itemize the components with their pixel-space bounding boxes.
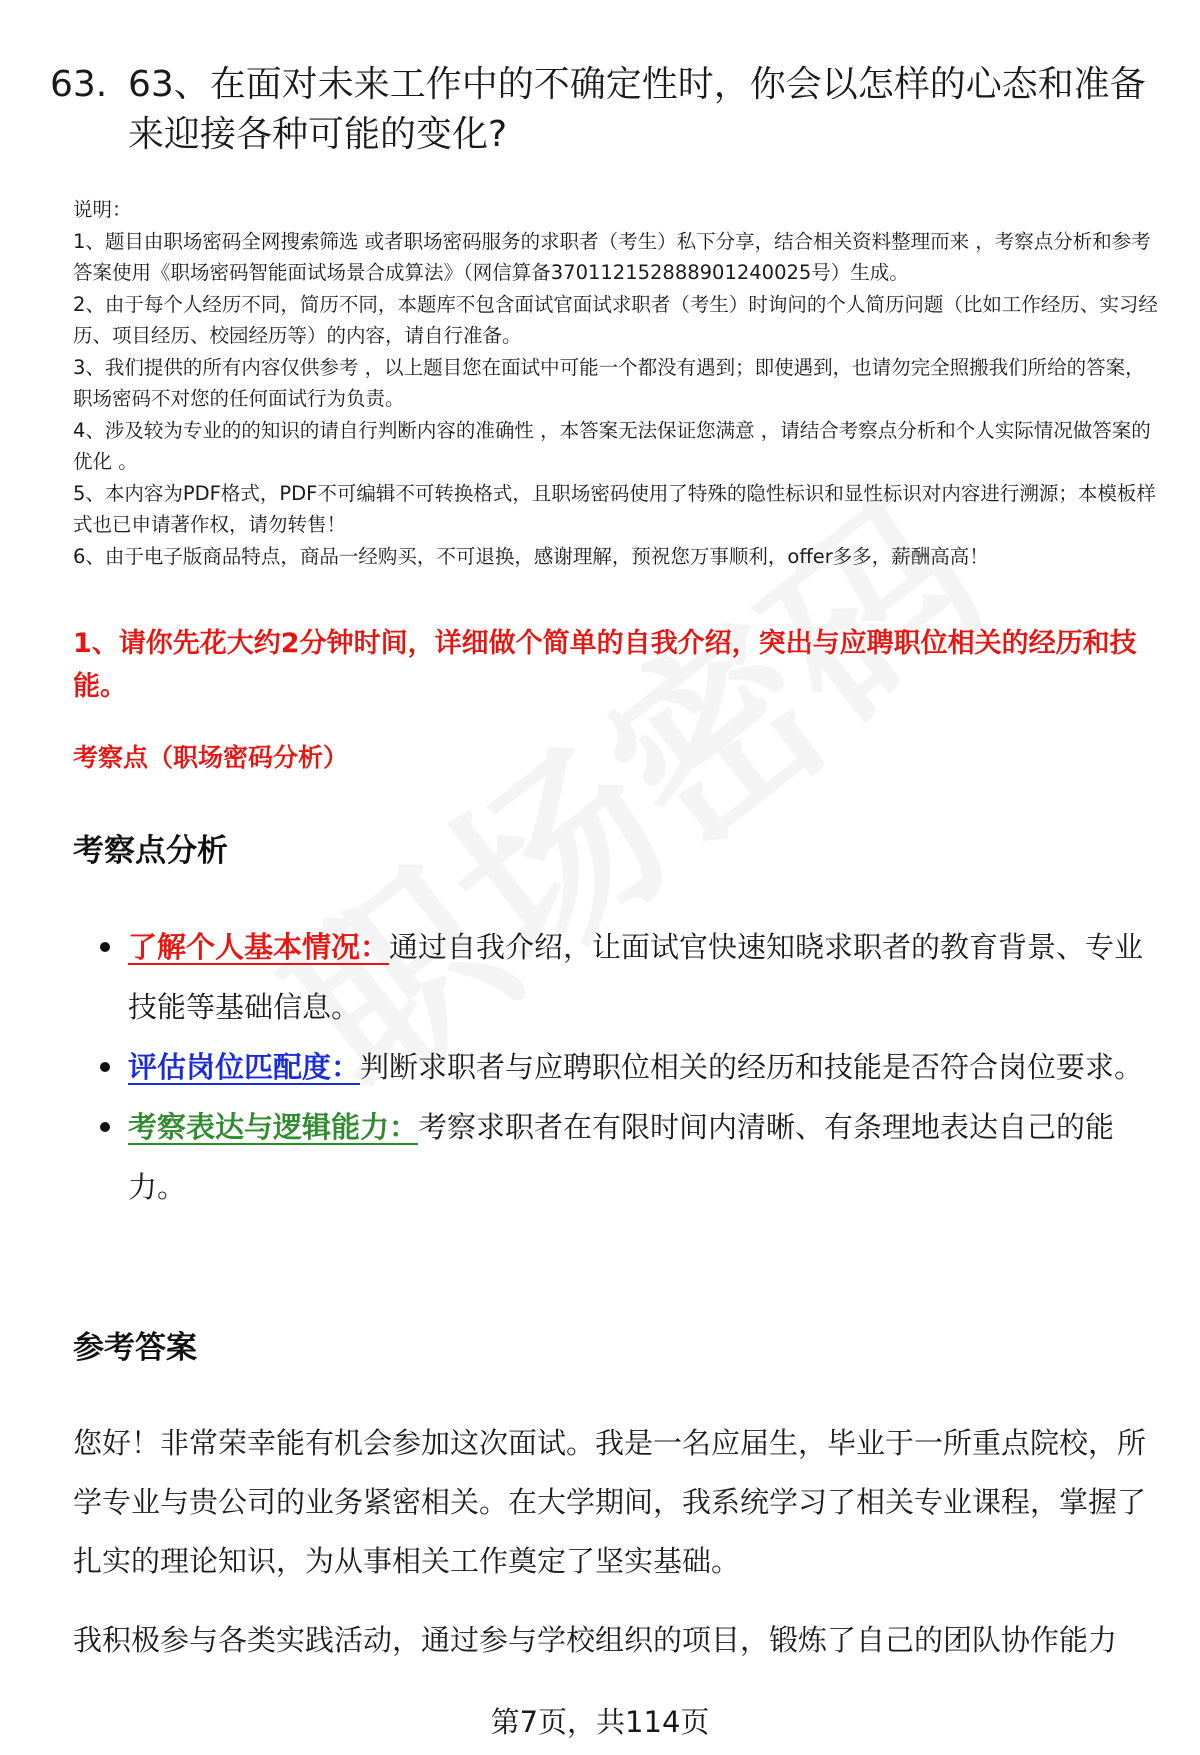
analysis-key: 了解个人基本情况： (128, 930, 390, 964)
analysis-list (100, 917, 1160, 1217)
analysis-label: 考察点（职场密码分析） (73, 743, 349, 772)
notes-item: 5、本内容为PDF格式，PDF不可编辑不可转换格式，且职场密码使用了特殊的隐性标识和显性标识对内容进行溯源；本模板样式也已申请著作权，请勿转售！ (73, 481, 1156, 536)
notes-item: 3、我们提供的所有内容仅供参考 ，以上题目您在面试中可能一个都没有遇到；即使遇到，也请勿完全照搬我们所给的答案，职场密码不对您的任何面试行为负责。 (73, 355, 1145, 410)
reference-heading: 参考答案 (73, 1330, 197, 1366)
analysis-text: 通过自我介绍，让面试官快速知晓求职者的教育背景、专业技能等基础信息。 (128, 930, 1144, 1024)
notes-heading: 说明： (73, 198, 132, 221)
answer-paragraph: 您好！非常荣幸能有机会参加这次面试。我是一名应届生，毕业于一所重点院校，所学专业与贵公司的业务紧密相关。在大学期间，我系统学习了相关专业课程，掌握了扎实的理论知识，为从事相关工作奠定了坚实基础。 (73, 1426, 1147, 1578)
analysis-heading: 考察点分析 (73, 833, 228, 869)
sub-question: 1、请你先花大约2分钟时间，详细做个简单的自我介绍，突出与应聘职位相关的经历和技能。 (73, 628, 1137, 702)
notes-item: 6、由于电子版商品特点，商品一经购买，不可退换，感谢理解，预祝您万事顺利，offer多多，薪酬高高！ (73, 544, 989, 568)
question-text: 63、在面对未来工作中的不确定性时，你会以怎样的心态和准备来迎接各种可能的变化? (128, 64, 1146, 155)
notes-item: 1、题目由职场密码全网搜索筛选 或者职场密码服务的求职者（考生）私下分享，结合相关资料整理而来 ，考察点分析和参考答案使用《职场密码智能面试场景合成算法》（网信算备370112152888901240025号）生成。 (73, 229, 1151, 284)
analysis-key: 考察表达与逻辑能力： (128, 1110, 419, 1144)
bullet-icon (100, 1122, 110, 1132)
question-number: 63. (50, 64, 108, 105)
notes-item: 2、由于每个人经历不同，简历不同，本题库不包含面试官面试求职者（考生）时询问的个人简历问题（比如工作经历、实习经历、项目经历、校园经历等）的内容，请自行准备。 (73, 292, 1158, 347)
analysis-text: 判断求职者与应聘职位相关的经历和技能是否符合岗位要求。 (360, 1050, 1144, 1084)
analysis-item (100, 1037, 1160, 1097)
analysis-text: 考察求职者在有限时间内清晰、有条理地表达自己的能力。 (128, 1110, 1115, 1204)
analysis-item (100, 1097, 1160, 1217)
notes-item: 4、涉及较为专业的的知识的请自行判断内容的准确性 ，本答案无法保证您满意 ，请结合考察点分析和个人实际情况做答案的优化 。 (73, 418, 1151, 473)
page-footer: 第7页，共114页 (490, 1705, 710, 1739)
answer-paragraph: 我积极参与各类实践活动，通过参与学校组织的项目，锻炼了自己的团队协作能力 (73, 1623, 1118, 1657)
notes-block (73, 194, 1163, 572)
question-title (50, 60, 1160, 160)
analysis-key: 评估岗位匹配度： (128, 1050, 361, 1084)
analysis-item (100, 917, 1160, 1037)
bullet-icon (100, 1062, 110, 1072)
bullet-icon (100, 942, 110, 952)
